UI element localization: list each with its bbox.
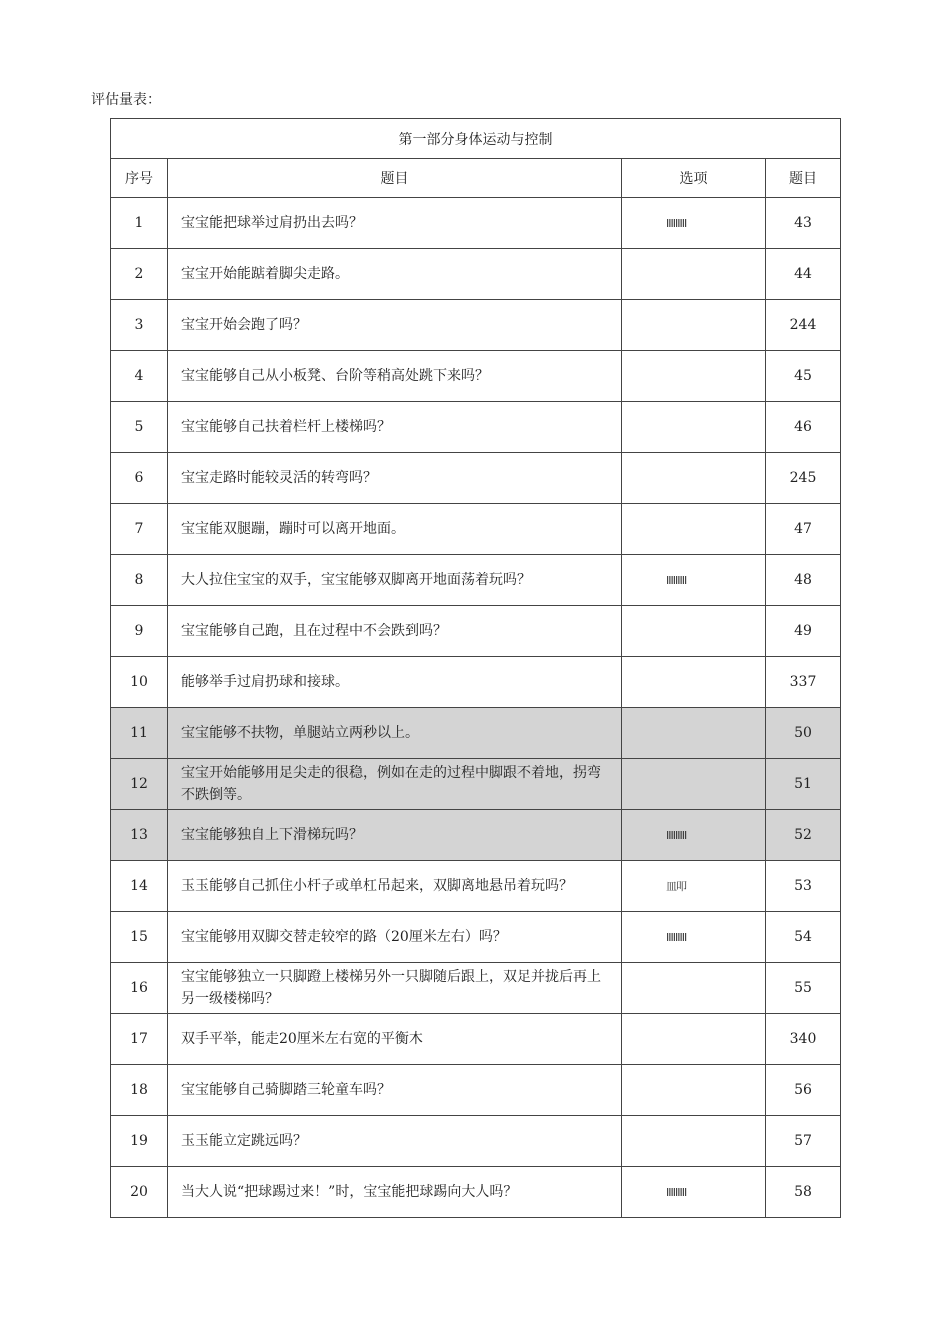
row-question: 宝宝能够独自上下滑梯玩吗？ [168, 810, 622, 861]
row-option[interactable] [622, 1065, 766, 1116]
row-option[interactable] [622, 810, 766, 861]
table-row [111, 708, 841, 759]
page-heading: 评估量表： [91, 92, 161, 108]
row-item-id: 337 [766, 657, 841, 708]
row-option[interactable] [622, 300, 766, 351]
row-number: 1 [111, 198, 168, 249]
table-row [111, 504, 841, 555]
row-option[interactable] [622, 555, 766, 606]
row-option[interactable] [622, 606, 766, 657]
table-row [111, 759, 841, 810]
row-number: 9 [111, 606, 168, 657]
row-option[interactable] [622, 912, 766, 963]
row-question: 宝宝能把球举过肩扔出去吗？ [168, 198, 622, 249]
table-row [111, 657, 841, 708]
row-item-id: 50 [766, 708, 841, 759]
row-item-id: 48 [766, 555, 841, 606]
row-item-id: 52 [766, 810, 841, 861]
assessment-table [110, 118, 841, 1218]
option-mark: IIIIIIIII [666, 1186, 687, 1199]
row-item-id: 245 [766, 453, 841, 504]
row-item-id: 45 [766, 351, 841, 402]
option-mark: IIIIIIIII [666, 931, 687, 944]
option-mark: IIIIIIIII [666, 217, 687, 230]
row-question: 大人拉住宝宝的双手，宝宝能够双脚离开地面荡着玩吗？ [168, 555, 622, 606]
row-number: 12 [111, 759, 168, 810]
row-option[interactable] [622, 861, 766, 912]
row-question: 宝宝能够不扶物，单腿站立两秒以上。 [168, 708, 622, 759]
row-item-id: 46 [766, 402, 841, 453]
row-option[interactable] [622, 351, 766, 402]
table-row [111, 1167, 841, 1218]
row-question: 宝宝开始会跑了吗？ [168, 300, 622, 351]
option-mark: IIIIIIIII [666, 574, 687, 587]
row-question: 宝宝能够用双脚交替走较窄的路（20厘米左右）吗？ [168, 912, 622, 963]
row-question: 宝宝走路时能较灵活的转弯吗？ [168, 453, 622, 504]
option-mark: 皿叩 [666, 880, 686, 893]
row-number: 19 [111, 1116, 168, 1167]
row-item-id: 58 [766, 1167, 841, 1218]
row-question: 宝宝能够自己从小板凳、台阶等稍高处跳下来吗？ [168, 351, 622, 402]
row-option[interactable] [622, 708, 766, 759]
row-number: 4 [111, 351, 168, 402]
row-number: 6 [111, 453, 168, 504]
table-row [111, 810, 841, 861]
row-item-id: 49 [766, 606, 841, 657]
header-item-id: 题目 [766, 159, 841, 198]
row-item-id: 51 [766, 759, 841, 810]
row-number: 18 [111, 1065, 168, 1116]
row-option[interactable] [622, 1116, 766, 1167]
header-option: 选项 [622, 159, 766, 198]
table-row [111, 1014, 841, 1065]
header-question: 题目 [168, 159, 622, 198]
row-question: 宝宝能够自己跑，且在过程中不会跌到吗？ [168, 606, 622, 657]
table-row [111, 351, 841, 402]
table-row [111, 300, 841, 351]
row-option[interactable] [622, 1167, 766, 1218]
row-number: 11 [111, 708, 168, 759]
row-question: 宝宝开始能够用足尖走的很稳，例如在走的过程中脚跟不着地，拐弯不跌倒等。 [168, 759, 622, 810]
row-item-id: 57 [766, 1116, 841, 1167]
table-body [111, 198, 841, 1218]
table-row [111, 606, 841, 657]
row-item-id: 340 [766, 1014, 841, 1065]
table-row [111, 1116, 841, 1167]
row-item-id: 55 [766, 963, 841, 1014]
table-row [111, 453, 841, 504]
option-mark: IIIIIIIII [666, 829, 687, 842]
table-row [111, 861, 841, 912]
row-option[interactable] [622, 453, 766, 504]
table-row [111, 555, 841, 606]
table-header-row [111, 159, 841, 198]
row-number: 3 [111, 300, 168, 351]
row-question: 宝宝能够自己扶着栏杆上楼梯吗？ [168, 402, 622, 453]
row-number: 5 [111, 402, 168, 453]
row-item-id: 56 [766, 1065, 841, 1116]
table-row [111, 402, 841, 453]
table-title: 第一部分身体运动与控制 [111, 119, 841, 159]
row-option[interactable] [622, 249, 766, 300]
row-question: 双手平举，能走20厘米左右宽的平衡木 [168, 1014, 622, 1065]
table-title-row [111, 119, 841, 159]
row-number: 10 [111, 657, 168, 708]
row-number: 13 [111, 810, 168, 861]
table-row [111, 198, 841, 249]
table-row [111, 249, 841, 300]
row-number: 20 [111, 1167, 168, 1218]
row-number: 16 [111, 963, 168, 1014]
table-row [111, 963, 841, 1014]
row-question: 宝宝能双腿蹦，蹦时可以离开地面。 [168, 504, 622, 555]
row-item-id: 54 [766, 912, 841, 963]
row-question: 宝宝能够独立一只脚蹬上楼梯另外一只脚随后跟上，双足并拢后再上另一级楼梯吗？ [168, 963, 622, 1014]
row-option[interactable] [622, 1014, 766, 1065]
row-question: 玉玉能够自己抓住小杆子或单杠吊起来，双脚离地悬吊着玩吗？ [168, 861, 622, 912]
row-option[interactable] [622, 759, 766, 810]
row-question: 玉玉能立定跳远吗？ [168, 1116, 622, 1167]
row-question: 当大人说“把球踢过来！”时，宝宝能把球踢向大人吗？ [168, 1167, 622, 1218]
row-question: 能够举手过肩扔球和接球。 [168, 657, 622, 708]
row-item-id: 244 [766, 300, 841, 351]
table-row [111, 1065, 841, 1116]
table-row [111, 912, 841, 963]
row-number: 7 [111, 504, 168, 555]
row-option[interactable] [622, 402, 766, 453]
row-option[interactable] [622, 657, 766, 708]
row-number: 15 [111, 912, 168, 963]
row-question: 宝宝能够自己骑脚踏三轮童车吗？ [168, 1065, 622, 1116]
row-item-id: 53 [766, 861, 841, 912]
header-number: 序号 [111, 159, 168, 198]
row-number: 17 [111, 1014, 168, 1065]
row-option[interactable] [622, 198, 766, 249]
row-option[interactable] [622, 504, 766, 555]
row-item-id: 44 [766, 249, 841, 300]
row-number: 2 [111, 249, 168, 300]
row-option[interactable] [622, 963, 766, 1014]
row-item-id: 47 [766, 504, 841, 555]
row-item-id: 43 [766, 198, 841, 249]
row-number: 8 [111, 555, 168, 606]
row-question: 宝宝开始能踮着脚尖走路。 [168, 249, 622, 300]
row-number: 14 [111, 861, 168, 912]
